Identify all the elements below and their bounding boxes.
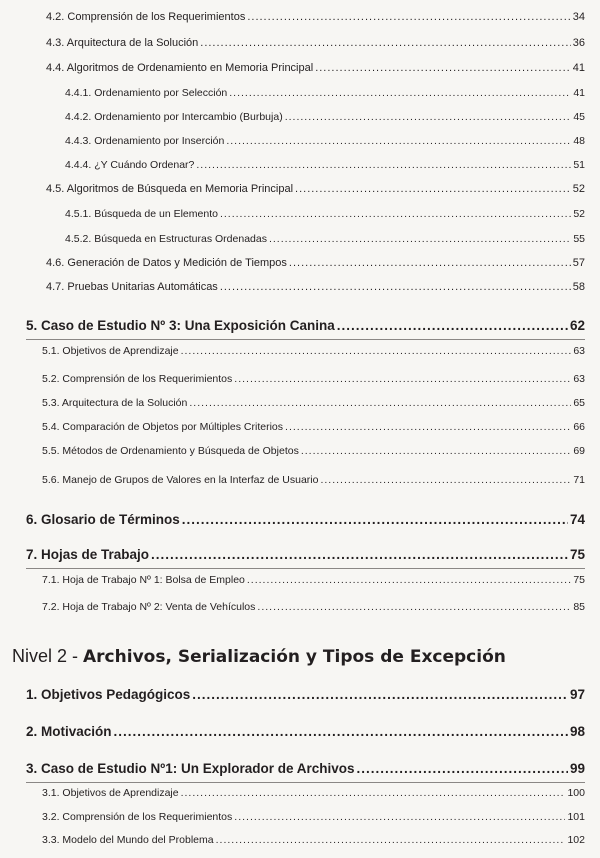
dot-leader	[315, 62, 571, 74]
chapter-title: 2. Motivación	[26, 724, 112, 739]
chapter-page: 75	[569, 547, 585, 562]
dot-leader	[257, 601, 571, 613]
level-prefix: Nivel 2 -	[12, 646, 84, 666]
level-heading	[12, 646, 506, 667]
toc-n2-chapter-2[interactable]	[26, 724, 585, 739]
toc-n2-entry-3-3[interactable]	[42, 834, 585, 846]
toc-entry-page: 51	[573, 159, 585, 171]
toc-entry-4-4[interactable]	[46, 62, 585, 74]
toc-entry-4-5-2[interactable]	[65, 233, 585, 245]
chapter-title: 6. Glosario de Términos	[26, 512, 180, 527]
toc-n2-entry-3-1[interactable]	[42, 787, 585, 799]
toc-entry-4-2[interactable]	[46, 11, 585, 23]
dot-leader	[192, 687, 568, 702]
dot-leader	[285, 111, 572, 123]
dot-leader	[234, 373, 571, 385]
dot-leader	[200, 37, 570, 49]
dot-leader	[337, 318, 568, 333]
toc-entry-page: 85	[573, 601, 585, 613]
chapter-divider	[26, 339, 585, 340]
toc-entry-label: 4.5.2. Búsqueda en Estructuras Ordenadas	[65, 233, 267, 245]
toc-entry-label: 5.1. Objetivos de Aprendizaje	[42, 345, 179, 357]
toc-entry-4-5[interactable]	[46, 183, 585, 195]
toc-entry-4-4-3[interactable]	[65, 135, 585, 147]
toc-entry-4-5-1[interactable]	[65, 208, 585, 220]
dot-leader	[234, 811, 565, 823]
toc-entry-4-6[interactable]	[46, 257, 585, 269]
chapter-divider	[26, 568, 585, 569]
toc-entry-page: 45	[573, 111, 585, 123]
toc-entry-4-3[interactable]	[46, 37, 585, 49]
toc-entry-page: 69	[573, 445, 585, 457]
dot-leader	[196, 159, 571, 171]
toc-entry-4-4-1[interactable]	[65, 87, 585, 99]
chapter-title: 5. Caso de Estudio Nº 3: Una Exposición Canina	[26, 318, 335, 333]
dot-leader	[182, 512, 568, 527]
dot-leader	[220, 208, 571, 220]
toc-entry-label: 5.4. Comparación de Objetos por Múltiples Criterios	[42, 421, 284, 433]
dot-leader	[226, 135, 571, 147]
chapter-page: 74	[569, 512, 585, 527]
toc-entry-4-4-2[interactable]	[65, 111, 585, 123]
toc-entry-label: 4.4.4. ¿Y Cuándo Ordenar?	[65, 159, 195, 171]
toc-entry-page: 41	[572, 62, 585, 74]
toc-entry-5-3[interactable]	[42, 397, 585, 409]
chapter-title: 1. Objetivos Pedagógicos	[26, 687, 191, 702]
dot-leader	[357, 761, 568, 776]
toc-entry-label: 4.2. Comprensión de los Requerimientos	[46, 11, 246, 23]
dot-leader	[285, 421, 571, 433]
toc-entry-4-4-4[interactable]	[65, 159, 585, 171]
toc-entry-page: 65	[573, 397, 585, 409]
toc-entry-7-1[interactable]	[42, 574, 585, 586]
chapter-title: 3. Caso de Estudio Nº1: Un Explorador de Archivos	[26, 761, 355, 776]
toc-entry-page: 36	[572, 37, 585, 49]
toc-entry-page: 34	[572, 11, 585, 23]
dot-leader	[247, 574, 571, 586]
dot-leader	[151, 547, 568, 562]
toc-entry-label: 4.3. Arquitectura de la Solución	[46, 37, 199, 49]
toc-chapter-5[interactable]	[26, 318, 585, 333]
toc-n2-entry-3-2[interactable]	[42, 811, 585, 823]
toc-chapter-7[interactable]	[26, 547, 585, 562]
toc-n2-chapter-1[interactable]	[26, 687, 585, 702]
toc-entry-5-6[interactable]	[42, 474, 585, 486]
dot-leader	[320, 474, 571, 486]
toc-entry-page: 48	[573, 135, 585, 147]
toc-entry-page: 58	[572, 281, 585, 293]
toc-entry-7-2[interactable]	[42, 601, 585, 613]
dot-leader	[220, 281, 571, 293]
toc-entry-page: 63	[573, 373, 585, 385]
toc-entry-label: 7.1. Hoja de Trabajo Nº 1: Bolsa de Empleo	[42, 574, 245, 586]
toc-entry-5-4[interactable]	[42, 421, 585, 433]
chapter-page: 98	[569, 724, 585, 739]
toc-entry-page: 52	[573, 208, 585, 220]
toc-entry-page: 75	[573, 574, 585, 586]
toc-entry-4-7[interactable]	[46, 281, 585, 293]
dot-leader	[247, 11, 570, 23]
toc-entry-label: 3.1. Objetivos de Aprendizaje	[42, 787, 179, 799]
toc-entry-label: 4.5. Algoritmos de Búsqueda en Memoria Principal	[46, 183, 294, 195]
toc-entry-label: 7.2. Hoja de Trabajo Nº 2: Venta de Vehículos	[42, 601, 256, 613]
level-title: Archivos, Serialización y Tipos de Excepción	[83, 647, 506, 667]
toc-entry-page: 55	[573, 233, 585, 245]
dot-leader	[114, 724, 568, 739]
chapter-title: 7. Hojas de Trabajo	[26, 547, 150, 562]
dot-leader	[181, 787, 566, 799]
toc-entry-5-1[interactable]	[42, 345, 585, 357]
toc-entry-label: 4.4. Algoritmos de Ordenamiento en Memoria Principal	[46, 62, 314, 74]
toc-entry-page: 66	[573, 421, 585, 433]
toc-entry-page: 57	[572, 257, 585, 269]
toc-entry-label: 4.5.1. Búsqueda de un Elemento	[65, 208, 218, 220]
chapter-page: 99	[569, 761, 585, 776]
toc-entry-label: 4.4.1. Ordenamiento por Selección	[65, 87, 228, 99]
toc-entry-page: 100	[567, 787, 585, 799]
dot-leader	[181, 345, 572, 357]
toc-entry-label: 3.3. Modelo del Mundo del Problema	[42, 834, 214, 846]
toc-entry-label: 4.6. Generación de Datos y Medición de Tiempos	[46, 257, 287, 269]
chapter-page: 97	[569, 687, 585, 702]
toc-entry-page: 71	[573, 474, 585, 486]
toc-entry-5-2[interactable]	[42, 373, 585, 385]
dot-leader	[301, 445, 571, 457]
toc-entry-5-5[interactable]	[42, 445, 585, 457]
toc-entry-label: 4.4.3. Ordenamiento por Inserción	[65, 135, 225, 147]
dot-leader	[289, 257, 571, 269]
dot-leader	[216, 834, 566, 846]
toc-entry-page: 52	[572, 183, 585, 195]
toc-entry-label: 3.2. Comprensión de los Requerimientos	[42, 811, 233, 823]
chapter-divider	[26, 782, 585, 783]
toc-chapter-6[interactable]	[26, 512, 585, 527]
toc-entry-page: 41	[573, 87, 585, 99]
dot-leader	[229, 87, 571, 99]
toc-entry-label: 5.3. Arquitectura de la Solución	[42, 397, 188, 409]
toc-entry-page: 101	[567, 811, 585, 823]
toc-entry-page: 63	[573, 345, 585, 357]
toc-entry-label: 5.6. Manejo de Grupos de Valores en la Interfaz de Usuario	[42, 474, 319, 486]
toc-entry-label: 4.4.2. Ordenamiento por Intercambio (Burbuja)	[65, 111, 283, 123]
dot-leader	[269, 233, 571, 245]
dot-leader	[189, 397, 571, 409]
dot-leader	[295, 183, 571, 195]
toc-entry-label: 5.2. Comprensión de los Requerimientos	[42, 373, 233, 385]
toc-n2-chapter-3[interactable]	[26, 761, 585, 776]
toc-entry-label: 5.5. Métodos de Ordenamiento y Búsqueda de Objetos	[42, 445, 299, 457]
toc-entry-page: 102	[567, 834, 585, 846]
chapter-page: 62	[569, 318, 585, 333]
toc-entry-label: 4.7. Pruebas Unitarias Automáticas	[46, 281, 218, 293]
